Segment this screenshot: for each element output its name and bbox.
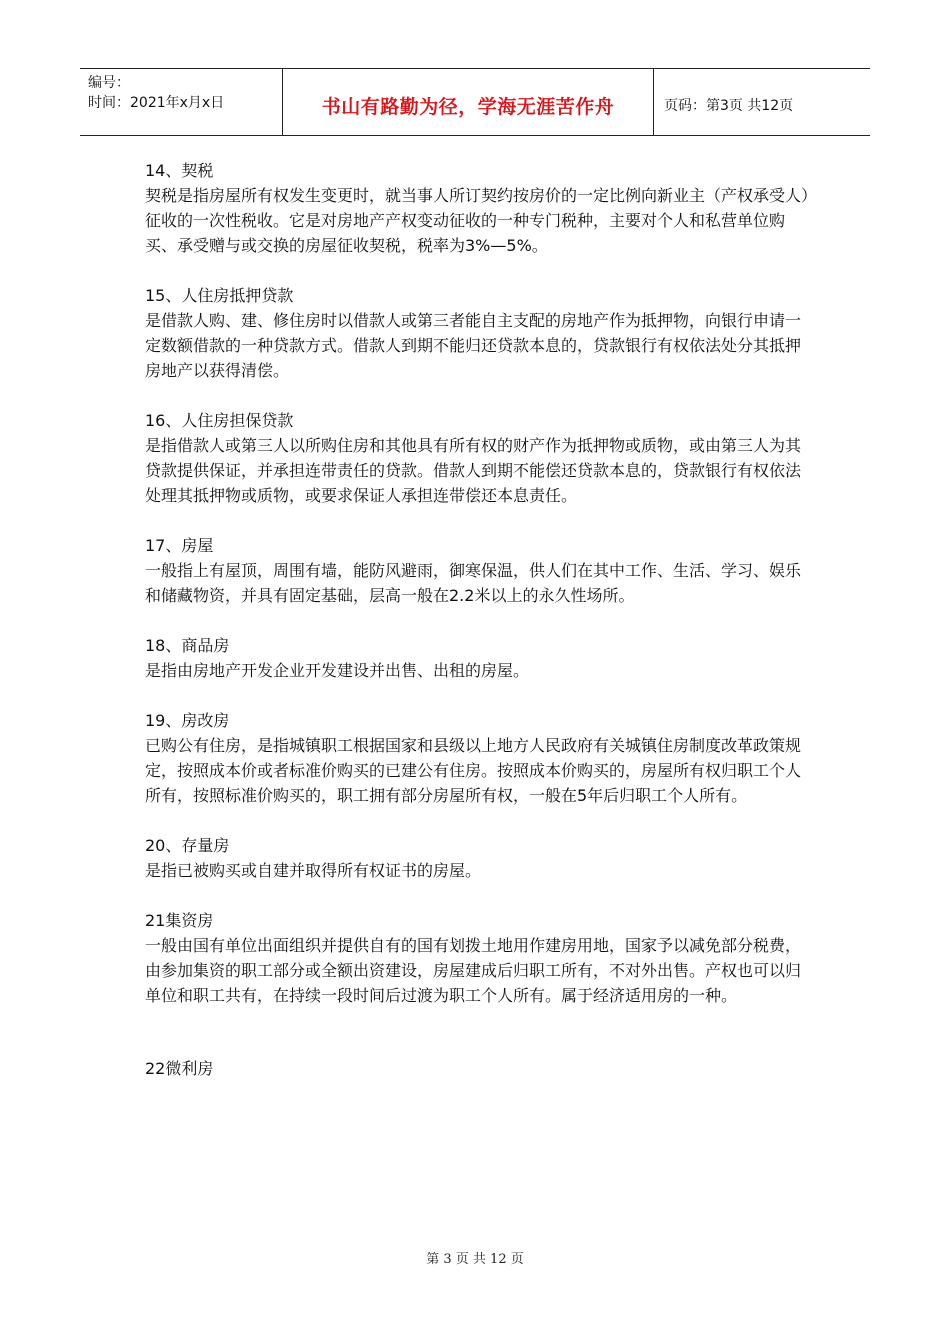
section-title: 19、房改房 [145,711,230,730]
section-body: 契税是指房屋所有权发生变更时，就当事人所订契约按房价的一定比例向新业主（产权承受人）征收的一次性税收。它是对房地产产权变动征收的一种专门税种，主要对个人和私营单位购买、承受赠与或交换的房屋征收契税，税率为3%—5%。 [145,186,810,255]
section-title: 20、存量房 [145,836,230,855]
page-footer: 第 3 页 共 12 页 [426,1252,524,1267]
time-label: 时间：2021年x月x日 [88,95,225,111]
header-page-info: 页码：第3页 共12页 [664,98,794,114]
section-title: 16、人住房担保贷款 [145,411,294,430]
section-body: 是借款人购、建、修住房时以借款人或第三者能自主支配的房地产作为抵押物，向银行申请一定数额借款的一种贷款方式。借款人到期不能归还贷款本息的，贷款银行有权依法处分其抵押房地产以获得清偿。 [145,311,802,380]
section-body: 一般由国有单位出面组织并提供自有的国有划拨土地用作建房用地，国家予以减免部分税费，由参加集资的职工部分或全额出资建设，房屋建成后归职工所有，不对外出售。产权也可以归单位和职工共有，在持续一段时间后过渡为职工个人所有。属于经济适用房的一种。 [145,936,802,1005]
section-19 [145,708,810,808]
section-body: 已购公有住房，是指城镇职工根据国家和县级以上地方人民政府有关城镇住房制度改革政策规定，按照成本价或者标准价购买的已建公有住房。按照成本价购买的，房屋所有权归职工个人所有，按照标准价购买的，职工拥有部分房屋所有权，一般在5年后归职工个人所有。 [145,736,802,805]
section-body: 是指借款人或第三人以所购住房和其他具有所有权的财产作为抵押物或质物，或由第三人为其贷款提供保证，并承担连带责任的贷款。借款人到期不能偿还贷款本息的，贷款银行有权依法处理其抵押物或质物，或要求保证人承担连带偿还本息责任。 [145,436,802,505]
section-15 [145,283,810,383]
section-body: 一般指上有屋顶，周围有墙，能防风避雨，御寒保温，供人们在其中工作、生活、学习、娱乐和储藏物资，并具有固定基础，层高一般在2.2米以上的永久性场所。 [145,561,802,605]
section-17 [145,533,810,608]
section-title: 17、房屋 [145,536,214,555]
section-14 [145,158,810,258]
header-motto: 书山有路勤为径，学海无涯苦作舟 [282,69,654,135]
section-title: 21集资房 [145,911,214,930]
section-18 [145,633,810,683]
page-header [80,68,870,136]
section-title: 18、商品房 [145,636,230,655]
section-21 [145,908,810,1008]
header-left-cell [80,69,282,135]
number-label: 编号： [88,75,130,91]
section-title: 22微利房 [145,1059,214,1078]
section-body: 是指已被购买或自建并取得所有权证书的房屋。 [145,861,482,880]
section-title: 14、契税 [145,161,214,180]
section-16 [145,408,810,508]
section-20 [145,833,810,883]
section-body: 是指由房地产开发企业开发建设并出售、出租的房屋。 [145,661,530,680]
document-body [145,158,810,1106]
section-22 [145,1056,810,1081]
section-title: 15、人住房抵押贷款 [145,286,294,305]
